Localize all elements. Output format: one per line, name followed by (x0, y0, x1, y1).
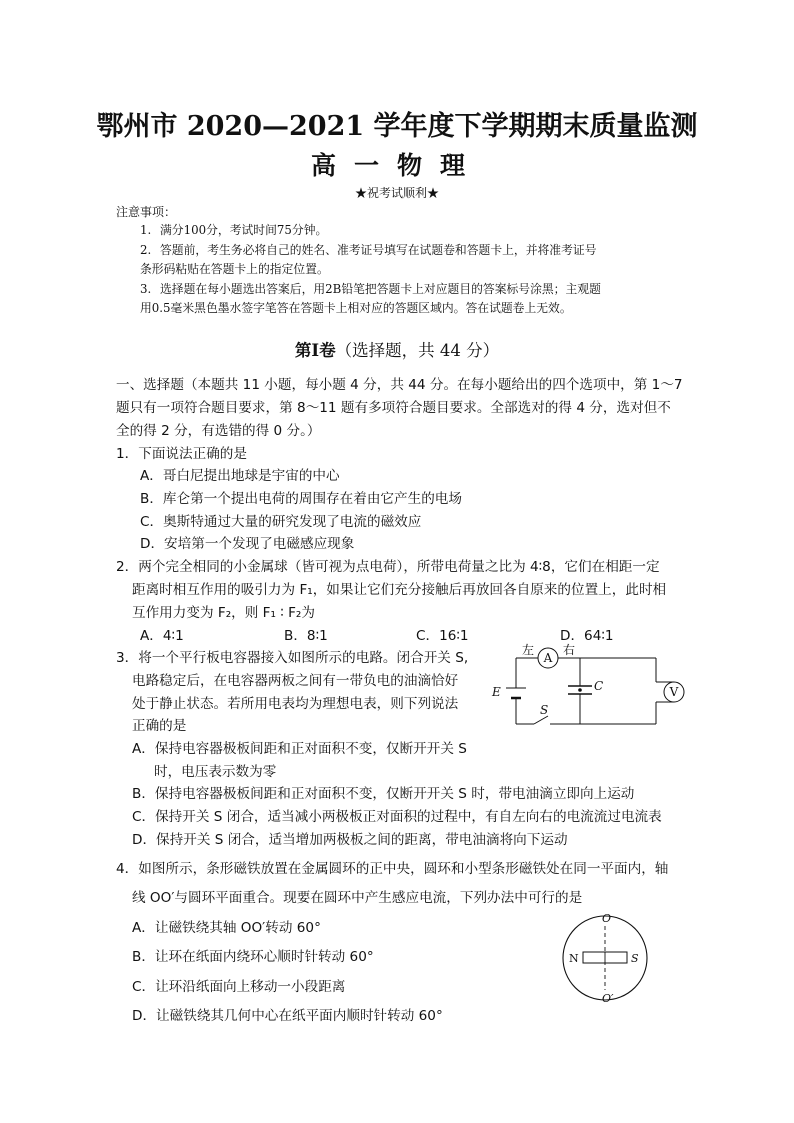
q1-option-d: D．安培第一个发现了电磁感应现象 (140, 536, 355, 552)
section-sub: （选择题，共 44 分） (335, 341, 500, 360)
part1-line-1: 一、选择题（本题共 11 小题，每小题 4 分，共 44 分。在每小题给出的四个选项中，第 1～7 (116, 377, 683, 393)
q3-stem-3: 处于静止状态。若所用电表均为理想电表，则下列说法 (132, 696, 459, 712)
q4-stem-1: 4．如图所示，条形磁铁放置在金属圆环的正中央，圆环和小型条形磁铁处在同一平面内，轴 (116, 861, 669, 877)
q4-option-d: D．让磁铁绕其几何中心在纸平面内顺时针转动 60° (132, 1008, 443, 1024)
q3-option-a-cont: 时，电压表示数为零 (154, 764, 277, 780)
q4-option-a: A．让磁铁绕其轴 OO′转动 60° (132, 920, 321, 936)
right-label: 右 (563, 643, 576, 657)
q2-option-a: A．4∶1 (140, 628, 184, 644)
q4-ring-magnet-figure (556, 910, 656, 1006)
part1-line-2: 题只有一项符合题目要求，第 8～11 题有多项符合题目要求。全部选对的得 4 分，选对但不 (116, 400, 671, 416)
q3-circuit-figure (488, 640, 694, 736)
notice-num: 1. (140, 223, 152, 237)
notice-num: 3. (140, 282, 152, 296)
notice-item-1 (140, 221, 327, 238)
exam-motto: ★祝考试顺利★ (354, 186, 439, 200)
notice-num: 2. (140, 243, 152, 257)
q2-stem-1: 2．两个完全相同的小金属球（皆可视为点电荷），所带电荷量之比为 4∶8，它们在相距一定 (116, 559, 660, 575)
notice-text: 选择题在每小题选出答案后，用2B铅笔把答题卡上对应题目的答案标号涂黑；主观题 (160, 282, 601, 296)
q1-option-b: B．库仑第一个提出电荷的周围存在着由它产生的电场 (140, 491, 462, 507)
notice-item-3-cont: 用0.5毫米黑色墨水签字笔答在答题卡上相对应的答题区域内。答在试题卷上无效。 (140, 301, 572, 315)
notice-heading: 注意事项： (116, 205, 177, 219)
q2-stem-2: 距离时相互作用的吸引力为 F₁，如果让它们充分接触后再放回各自原来的位置上，此时相 (132, 582, 667, 598)
q4-option-c: C．让环沿纸面向上移动一小段距离 (132, 979, 346, 995)
left-label: 左 (522, 643, 535, 657)
ammeter-label: A (543, 651, 553, 665)
q3-stem-2: 电路稳定后，在电容器两板之间有一带负电的油滴恰好 (132, 673, 459, 689)
voltmeter-label: V (669, 685, 679, 699)
part1-line-3: 全的得 2 分，有选错的得 0 分。） (116, 423, 321, 439)
q2-option-d: D．64∶1 (560, 628, 614, 644)
emf-label: E (492, 685, 501, 699)
magnet-n-label: N (569, 952, 579, 965)
q1-option-a: A．哥白尼提出地球是宇宙的中心 (140, 468, 340, 484)
section-heading (0, 337, 794, 361)
switch-label: S (540, 703, 549, 717)
q4-stem-2: 线 OO′与圆环平面重合。现要在圆环中产生感应电流，下列办法中可行的是 (132, 890, 583, 906)
notice-text: 答题前，考生务必将自己的姓名、准考证号填写在试题卷和答题卡上，并将准考证号 (160, 243, 597, 257)
capacitor-label: C (594, 679, 604, 693)
section-title: 第Ⅰ卷 (294, 341, 336, 360)
q3-stem-4: 正确的是 (132, 718, 187, 734)
q4-option-b: B．让环在纸面内绕环心顺时针转动 60° (132, 949, 374, 965)
exam-subject: 高一物理 (310, 151, 483, 180)
q2-option-b: B．8∶1 (284, 628, 328, 644)
oil-drop-icon (578, 688, 582, 692)
q2-stem-3: 互作用力变为 F₂，则 F₁ ∶ F₂为 (132, 605, 315, 621)
q3-option-c: C．保持开关 S 闭合，适当减小两极板正对面积的过程中，有自左向右的电流流过电流表 (132, 809, 662, 825)
axis-top-label: O (602, 912, 612, 925)
q3-stem-1: 3．将一个平行板电容器接入如图所示的电路。闭合开关 S, (116, 650, 469, 666)
notice-item-3 (140, 280, 601, 297)
q3-option-b: B．保持电容器极板间距和正对面积不变，仅断开开关 S 时，带电油滴立即向上运动 (132, 786, 635, 802)
q1-stem: 1．下面说法正确的是 (116, 446, 247, 462)
q2-option-c: C．16∶1 (416, 628, 469, 644)
notice-text: 满分100分，考试时间75分钟。 (160, 223, 328, 237)
exam-title: 鄂州市 2020—2021 学年度下学期期末质量监测 (96, 111, 698, 142)
magnet-s-label: S (631, 952, 639, 965)
q3-option-a: A．保持电容器极板间距和正对面积不变，仅断开开关 S (132, 741, 467, 757)
notice-item-2-cont: 条形码粘贴在答题卡上的指定位置。 (140, 262, 329, 276)
q1-option-c: C．奥斯特通过大量的研究发现了电流的磁效应 (140, 514, 422, 530)
axis-bottom-label: O′ (602, 992, 614, 1005)
q3-option-d: D．保持开关 S 闭合，适当增加两极板之间的距离，带电油滴将向下运动 (132, 832, 568, 848)
notice-item-2 (140, 241, 597, 258)
